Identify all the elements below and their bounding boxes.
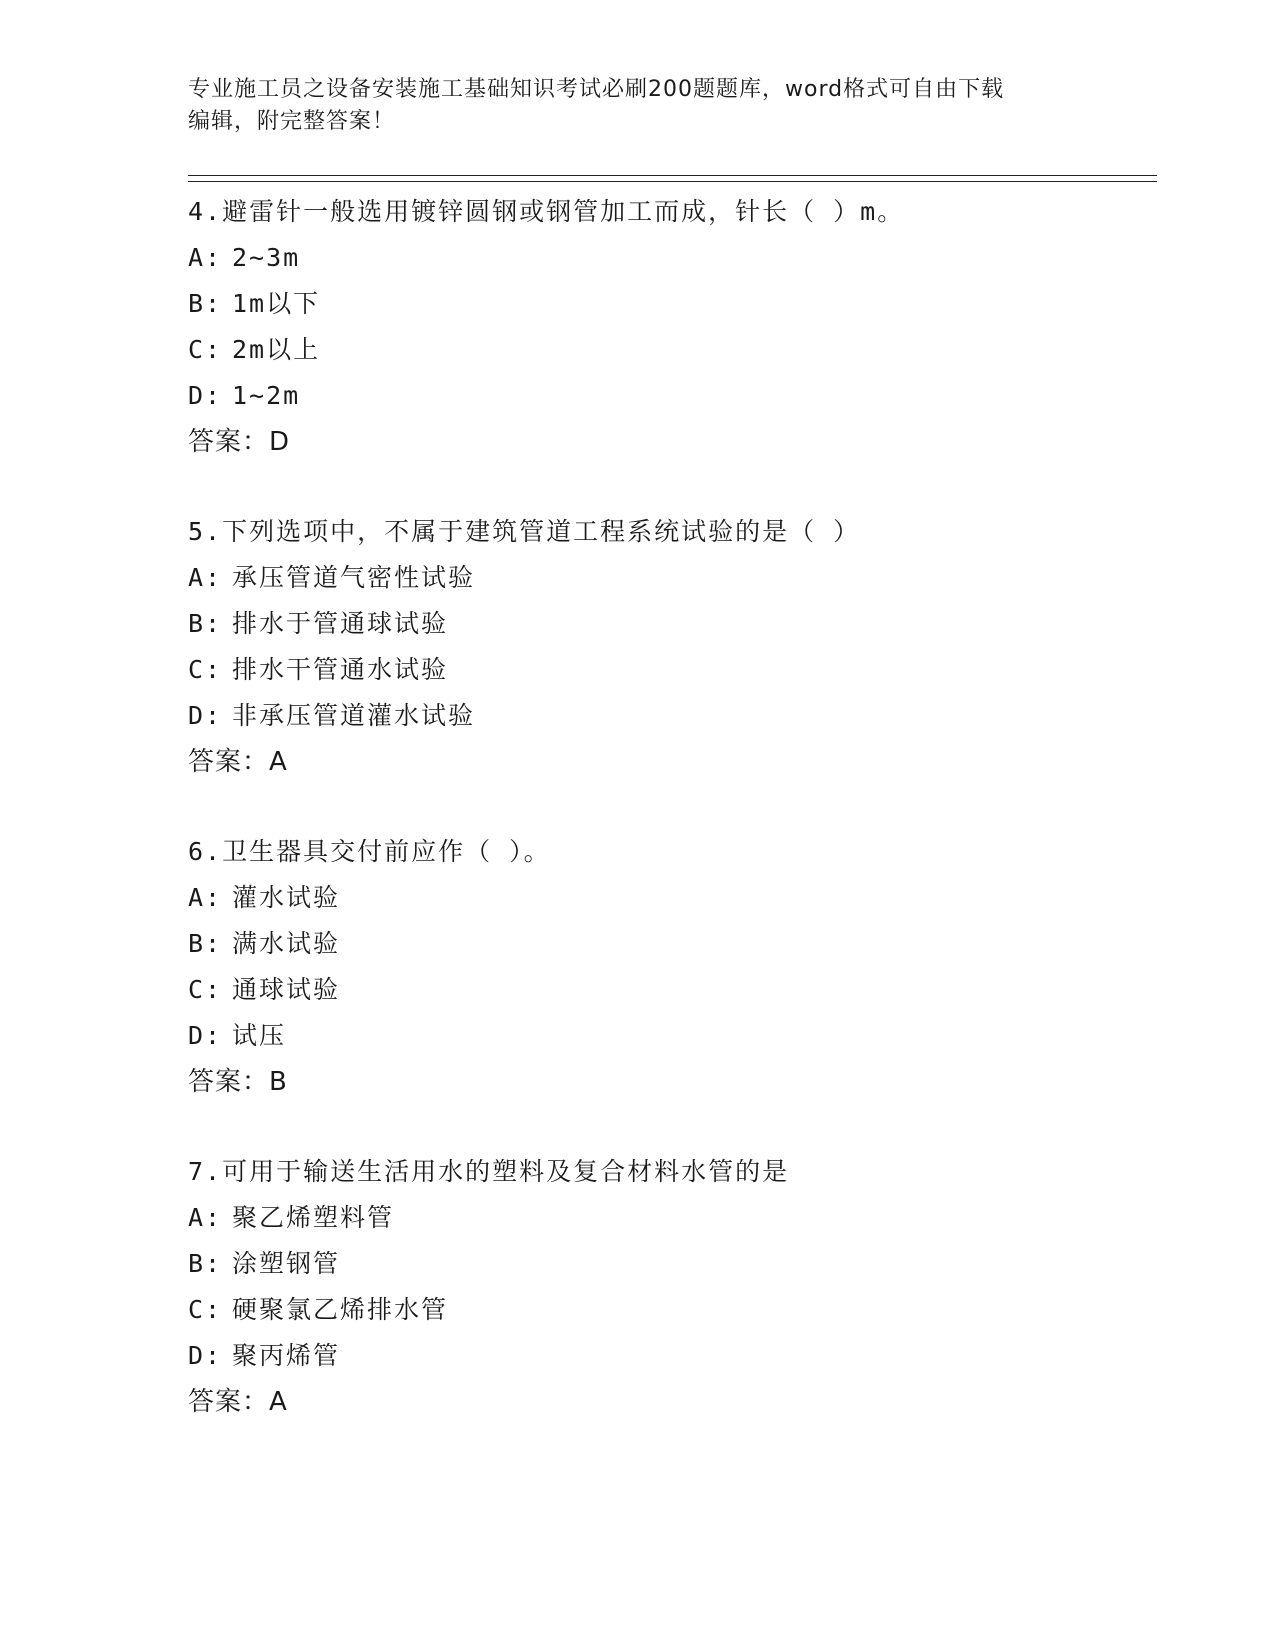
option-key: B: — [188, 1249, 223, 1278]
option-b — [188, 601, 1168, 647]
option-text: 1m以下 — [232, 289, 321, 318]
option-c — [188, 967, 1168, 1013]
option-key: D: — [188, 1021, 223, 1050]
question-block — [188, 509, 1168, 785]
question-block — [188, 189, 1168, 465]
option-text: 2~3m — [232, 243, 301, 272]
option-text: 承压管道气密性试验 — [232, 563, 476, 592]
option-text: 硬聚氯乙烯排水管 — [232, 1295, 449, 1324]
option-b — [188, 1241, 1168, 1287]
option-key: A: — [188, 883, 223, 912]
option-text: 排水于管通球试验 — [232, 609, 449, 638]
option-c — [188, 647, 1168, 693]
option-text: 排水干管通水试验 — [232, 655, 449, 684]
answer-line: 答案：A — [188, 1387, 288, 1417]
option-text: 试压 — [232, 1021, 287, 1050]
option-key: C: — [188, 1295, 223, 1324]
question-stem: 4.避雷针一般选用镀锌圆钢或钢管加工而成，针长（ ）m。 — [188, 197, 905, 226]
header-title-line-2: 编辑，附完整答案！ — [188, 109, 396, 134]
option-b — [188, 281, 1168, 327]
option-text: 2m以上 — [232, 335, 321, 364]
question-stem: 7.可用于输送生活用水的塑料及复合材料水管的是 — [188, 1157, 790, 1186]
option-key: B: — [188, 929, 223, 958]
document-header — [188, 74, 1088, 138]
option-key: C: — [188, 655, 223, 684]
option-d — [188, 1333, 1168, 1379]
header-title-line-1: 专业施工员之设备安装施工基础知识考试必刷200题题库，word格式可自由下载 — [188, 77, 1005, 102]
option-c — [188, 327, 1168, 373]
option-key: D: — [188, 701, 223, 730]
option-key: A: — [188, 243, 223, 272]
option-key: D: — [188, 381, 223, 410]
option-a — [188, 875, 1168, 921]
option-text: 1~2m — [232, 381, 301, 410]
option-text: 灌水试验 — [232, 883, 341, 912]
option-d — [188, 373, 1168, 419]
option-d — [188, 693, 1168, 739]
header-divider-top — [188, 175, 1157, 176]
option-text: 非承压管道灌水试验 — [232, 701, 476, 730]
question-block — [188, 1149, 1168, 1425]
answer-line: 答案：D — [188, 427, 291, 457]
question-block — [188, 829, 1168, 1105]
option-b — [188, 921, 1168, 967]
option-a — [188, 555, 1168, 601]
option-key: D: — [188, 1341, 223, 1370]
option-text: 通球试验 — [232, 975, 341, 1004]
option-text: 满水试验 — [232, 929, 341, 958]
option-a — [188, 1195, 1168, 1241]
answer-line: 答案：B — [188, 1067, 288, 1097]
header-divider-bottom — [188, 181, 1157, 182]
option-d — [188, 1013, 1168, 1059]
answer-line: 答案：A — [188, 747, 288, 777]
option-key: B: — [188, 609, 223, 638]
option-text: 涂塑钢管 — [232, 1249, 341, 1278]
option-c — [188, 1287, 1168, 1333]
option-text: 聚乙烯塑料管 — [232, 1203, 395, 1232]
option-key: A: — [188, 563, 223, 592]
option-a — [188, 235, 1168, 281]
question-stem: 5.下列选项中，不属于建筑管道工程系统试验的是（ ） — [188, 517, 861, 546]
question-stem: 6.卫生器具交付前应作（ ）。 — [188, 837, 551, 866]
option-key: C: — [188, 975, 223, 1004]
option-key: C: — [188, 335, 223, 364]
option-key: A: — [188, 1203, 223, 1232]
option-text: 聚丙烯管 — [232, 1341, 341, 1370]
option-key: B: — [188, 289, 223, 318]
